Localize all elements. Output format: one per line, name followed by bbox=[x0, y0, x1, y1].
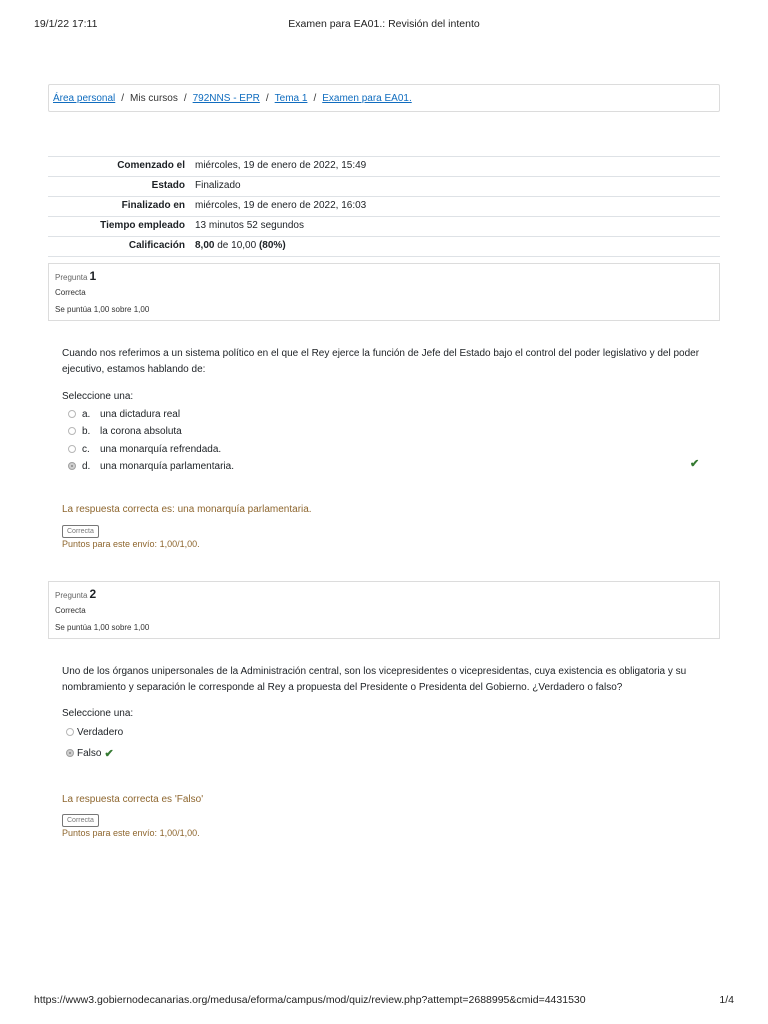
question-label: Pregunta bbox=[55, 273, 88, 282]
answer-option-a[interactable] bbox=[68, 407, 180, 421]
breadcrumb-mis-cursos: Mis cursos bbox=[130, 92, 178, 104]
question-number bbox=[55, 269, 96, 283]
question-grade: Se puntúa 1,00 sobre 1,00 bbox=[55, 305, 150, 314]
print-footer bbox=[0, 992, 768, 1008]
radio-button-selected[interactable] bbox=[66, 749, 74, 757]
correct-answer-feedback: La respuesta correcta es 'Falso' bbox=[62, 794, 204, 805]
answer-prompt: Seleccione una: bbox=[62, 391, 134, 402]
summary-row-state bbox=[48, 177, 720, 197]
option-text: una monarquía parlamentaria. bbox=[100, 460, 234, 472]
status-badge: Correcta bbox=[62, 814, 99, 827]
breadcrumb-separator: / bbox=[313, 92, 317, 104]
question-number-value: 1 bbox=[89, 269, 97, 283]
print-page-number: 1/4 bbox=[719, 994, 734, 1006]
breadcrumb-tema[interactable]: Tema 1 bbox=[274, 92, 308, 104]
breadcrumb bbox=[48, 84, 720, 112]
option-text: una dictadura real bbox=[100, 408, 181, 420]
summary-key: Comenzado el bbox=[48, 157, 195, 177]
question-label: Pregunta bbox=[55, 591, 88, 600]
answer-option-falso[interactable] bbox=[66, 746, 114, 760]
check-icon: ✔ bbox=[690, 458, 700, 470]
question-text: Uno de los órganos unipersonales de la Administración central, son los vicepresidentes o vicepresidentas, cuya existencia es obligatoria y su nombramiento y separación le corresponde al Rey a propuesta del Presidente o Presidenta del Gobierno. ¿Verdadero o falso? bbox=[62, 666, 687, 693]
radio-button[interactable] bbox=[68, 427, 76, 435]
grade-percent: (80%) bbox=[258, 240, 286, 251]
points-text: Puntos para este envío: 1,00/1,00. bbox=[62, 828, 200, 838]
question-number bbox=[55, 587, 96, 601]
question-state: Correcta bbox=[55, 288, 86, 297]
status-badge: Correcta bbox=[62, 525, 99, 538]
answer-option-verdadero[interactable] bbox=[66, 725, 123, 739]
breadcrumb-course[interactable]: 792NNS - EPR bbox=[192, 92, 260, 104]
summary-row-started bbox=[48, 157, 720, 177]
question-info-2 bbox=[48, 581, 720, 639]
points-text: Puntos para este envío: 1,00/1,00. bbox=[62, 539, 200, 549]
summary-row-grade bbox=[48, 237, 720, 257]
summary-key: Calificación bbox=[48, 237, 195, 257]
option-text: Verdadero bbox=[77, 726, 124, 738]
answer-option-c[interactable] bbox=[68, 442, 221, 456]
answer-prompt: Seleccione una: bbox=[62, 708, 134, 719]
summary-key: Estado bbox=[48, 177, 195, 197]
correct-answer-feedback: La respuesta correcta es: una monarquía parlamentaria. bbox=[62, 504, 312, 515]
option-letter: a. bbox=[82, 408, 91, 420]
breadcrumb-separator: / bbox=[183, 92, 187, 104]
breadcrumb-quiz[interactable]: Examen para EA01. bbox=[322, 92, 412, 104]
check-icon: ✔ bbox=[104, 747, 114, 760]
question-info-1 bbox=[48, 263, 720, 321]
radio-button[interactable] bbox=[68, 410, 76, 418]
option-letter: c. bbox=[82, 443, 90, 455]
radio-button-selected[interactable] bbox=[68, 462, 76, 470]
answer-option-b[interactable] bbox=[68, 424, 182, 438]
summary-value: 13 minutos 52 segundos bbox=[195, 217, 720, 237]
option-text: la corona absoluta bbox=[100, 425, 182, 437]
grade-of: de 10,00 bbox=[217, 240, 257, 251]
breadcrumb-separator: / bbox=[121, 92, 125, 104]
answer-option-d[interactable] bbox=[68, 459, 234, 473]
question-grade: Se puntúa 1,00 sobre 1,00 bbox=[55, 623, 150, 632]
summary-key: Tiempo empleado bbox=[48, 217, 195, 237]
print-page-title: Examen para EA01.: Revisión del intento bbox=[288, 18, 480, 30]
option-letter: b. bbox=[82, 425, 91, 437]
question-state: Correcta bbox=[55, 606, 86, 615]
summary-key: Finalizado en bbox=[48, 197, 195, 217]
option-text: Falso bbox=[77, 747, 102, 759]
question-text: Cuando nos referimos a un sistema político en el que el Rey ejerce la función de Jefe del Estado bajo el control del poder legislativo y del poder ejecutivo, estamos hablando de: bbox=[62, 348, 700, 375]
print-datetime: 19/1/22 17:11 bbox=[34, 18, 98, 30]
grade-score: 8,00 bbox=[195, 240, 215, 251]
breadcrumb-area-personal[interactable]: Área personal bbox=[53, 92, 116, 104]
summary-value: miércoles, 19 de enero de 2022, 15:49 bbox=[195, 157, 720, 177]
summary-value: Finalizado bbox=[195, 177, 720, 197]
option-letter: d. bbox=[82, 460, 91, 472]
summary-row-finished bbox=[48, 197, 720, 217]
print-url: https://www3.gobiernodecanarias.org/medusa/eforma/campus/mod/quiz/review.php?attempt=2688995&cmid=4431530 bbox=[34, 994, 586, 1006]
attempt-summary-table bbox=[48, 156, 720, 257]
radio-button[interactable] bbox=[66, 728, 74, 736]
summary-value bbox=[195, 237, 720, 257]
summary-value: miércoles, 19 de enero de 2022, 16:03 bbox=[195, 197, 720, 217]
radio-button[interactable] bbox=[68, 445, 76, 453]
print-header bbox=[0, 12, 768, 30]
summary-row-time-taken bbox=[48, 217, 720, 237]
question-number-value: 2 bbox=[89, 587, 97, 601]
option-text: una monarquía refrendada. bbox=[100, 443, 222, 455]
breadcrumb-separator: / bbox=[265, 92, 269, 104]
